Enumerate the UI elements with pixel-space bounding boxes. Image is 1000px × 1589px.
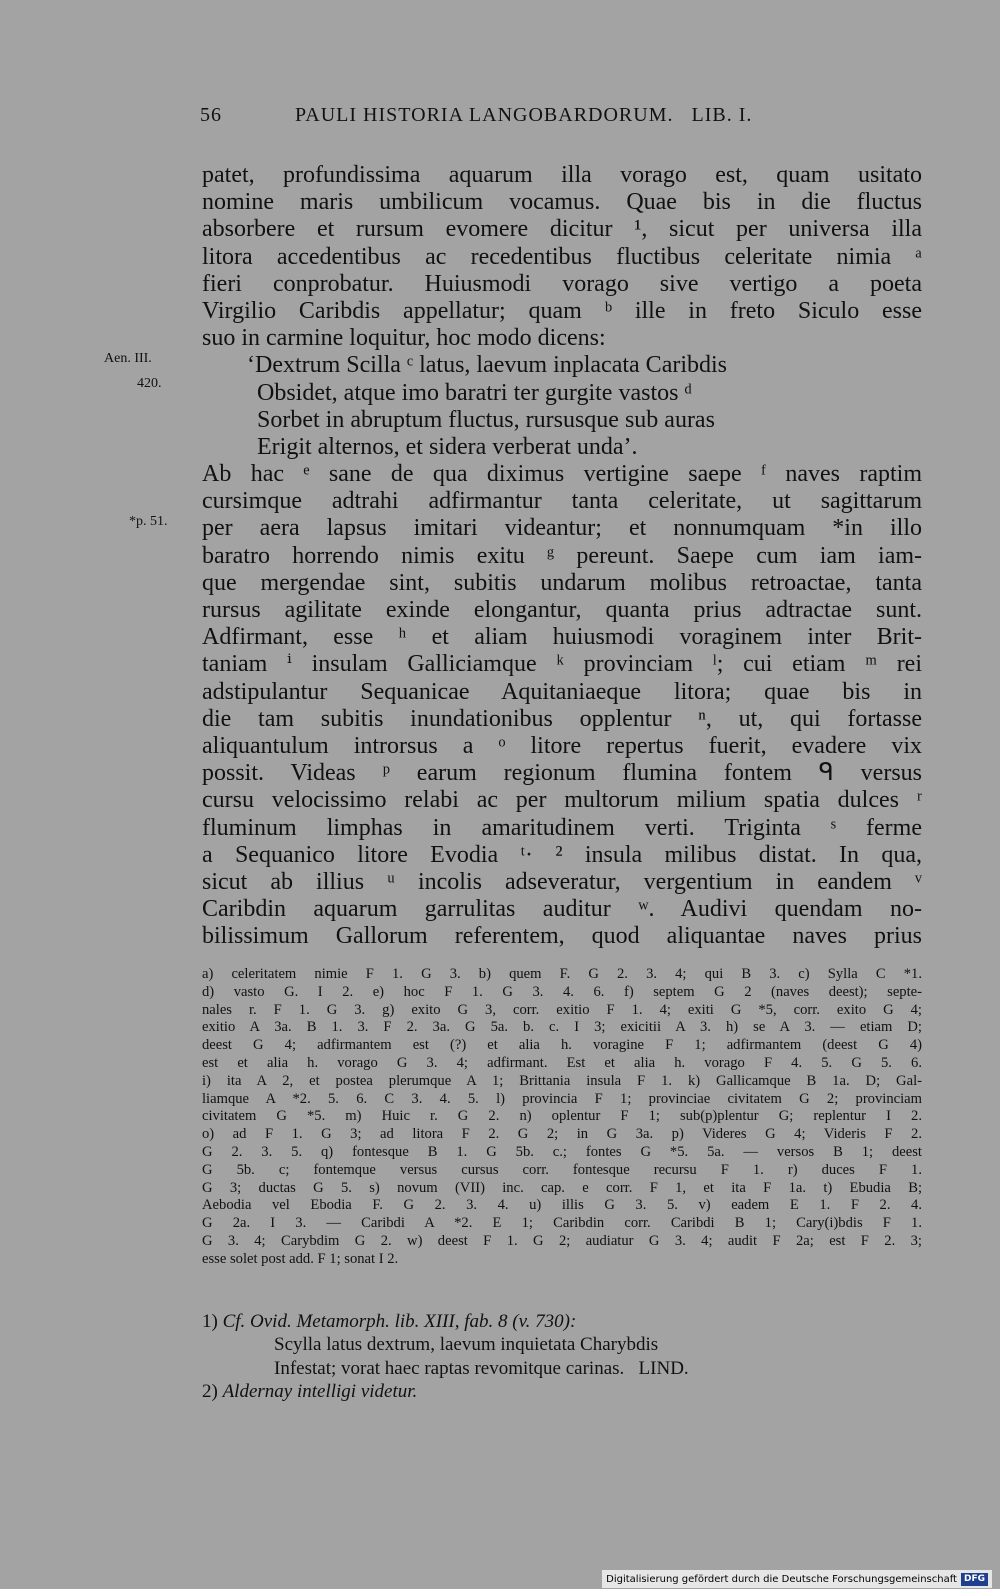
text-line: possit. Videas ᵖ earum regionum flumina fontem ᑫ versus — [202, 760, 922, 787]
text-line: Virgilio Caribdis appellatur; quam ᵇ ille in freto Siculo esse — [202, 297, 922, 324]
footnote-number: 1) — [202, 1311, 218, 1332]
text-line: cursu velocissimo relabi ac per multorum milium spatia dulces ʳ — [202, 787, 922, 814]
apparatus-line: i) ita A 2, et postea plerumque A 1; Brittania insula F 1. k) Gallicamque B 1a. D; Gal- — [202, 1072, 922, 1089]
text-line: Caribdin aquarum garrulitas auditur ʷ. Audivi quendam no- — [202, 896, 922, 923]
apparatus-line: a) celeritatem nimie F 1. G 3. b) quem F. G 2. 3. 4; qui B 3. c) Sylla C *1. — [202, 966, 922, 982]
apparatus-line: esse solet post add. F 1; sonat I 2. — [202, 1250, 399, 1267]
apparatus-line: exitio A 3a. B 1. 3. F 2. 3a. G 5a. b. c. I 3; exicitii A 3. h) se A 3. — etiam D; — [202, 1019, 922, 1036]
verse-line: Obsidet, atque imo baratri ter gurgite vastos ᵈ — [257, 379, 692, 406]
footnote-verse: Infestat; vorat haec raptas revomitque carinas. LIND. — [274, 1357, 689, 1379]
footnote-text: Aldernay intelligi videtur. — [222, 1381, 418, 1403]
text-line: per aera lapsus imitari videantur; et nonnumquam *in illo — [202, 515, 922, 542]
text-line: Ab hac ᵉ sane de qua diximus vertigine saepe ᶠ naves raptim — [202, 461, 922, 488]
text-line: litora accedentibus ac recedentibus fluctibus celeritate nimia ᵃ — [202, 243, 922, 270]
verse-line: Erigit alternos, et sidera verberat unda’. — [257, 433, 638, 460]
text-line: Adfirmant, esse ʰ et aliam huiusmodi voraginem inter Brit- — [202, 624, 922, 651]
apparatus-line: G 2a. I 3. — Caribdi A *2. E 1; Caribdin corr. Caribdi B 1; Cary(i)bdis F 1. — [202, 1215, 922, 1232]
text-line: baratro horrendo nimis exitu ᵍ pereunt. Saepe cum iam iam- — [202, 542, 922, 569]
text-line: aliquantulum introrsus a ᵒ litore repertus fuerit, evadere vix — [202, 732, 922, 759]
text-line: fieri conprobatur. Huiusmodi vorago sive vertigo a poeta — [202, 270, 922, 297]
footnote-number: 2) — [202, 1381, 218, 1403]
footnote-reference: Cf. Ovid. Metamorph. lib. XIII, fab. 8 (v. 730): — [222, 1311, 577, 1332]
footnote-1 — [202, 1310, 922, 1333]
apparatus-line: d) vasto G. I 2. e) hoc F 1. G 3. 4. 6. f) septem G 2 (naves deest); septe- — [202, 983, 922, 1000]
margin-page-reference: *p. 51. — [129, 514, 168, 529]
footnotes — [202, 1310, 922, 1404]
margin-aen-reference: Aen. III. — [104, 351, 152, 366]
apparatus-line: Aebodia vel Ebodia F. G 2. 3. 4. u) illis G 3. 5. v) eadem E 1. F 2. 4. — [202, 1197, 922, 1214]
apparatus-line: est et alia h. vorago G 3. 4; adfirmant. Est et alia h. vorago F 4. 5. G 5. 6. — [202, 1054, 922, 1071]
footnote-2 — [202, 1380, 922, 1403]
apparatus-line: G 2. 3. 5. q) fontesque B 1. G 5b. c.; fontes G *5. 5a. — versos B 1; deest — [202, 1143, 922, 1160]
funding-credit: Digitalisierung gefördert durch die Deutsche Forschungsgemeinschaft — [606, 1573, 957, 1585]
text-line: sicut ab illius ᵘ incolis adseveratur, vergentium in eandem ᵛ — [202, 868, 922, 895]
text-line: nomine maris umbilicum vocamus. Quae bis in die fluctus — [202, 189, 922, 216]
apparatus-line: o) ad F 1. G 3; ad litora F 2. G 2; in G 3a. p) Videres G 4; Videris F 2. — [202, 1126, 922, 1143]
apparatus-line: civitatem G *5. m) Huic r. G 2. n) oplentur F 1; sub(p)plentur G; replentur I 2. — [202, 1108, 922, 1125]
footnote-verse: Scylla latus dextrum, laevum inquietata Charybdis — [274, 1334, 659, 1356]
text-line: taniam ⁱ insulam Galliciamque ᵏ provinciam ˡ; cui etiam ᵐ rei — [202, 651, 922, 678]
text-line: absorbere et rursum evomere dicitur ¹, sicut per universa illa — [202, 216, 922, 243]
apparatus-line: liamque A *2. 5. 6. C 3. 4. 5. l) provincia F 1; provinciae civitatem G 2; provinciam — [202, 1090, 922, 1107]
text-line: rursus agilitate exinde elongantur, quanta prius adtractae sunt. — [202, 597, 922, 623]
apparatus-line: G 3; ductas G 5. s) novum (VII) inc. cap. e corr. F 1, et ita F 1a. t) Ebudia B; — [202, 1179, 922, 1196]
verse-line: ‘Dextrum Scilla ᶜ latus, laevum inplacata Caribdis — [247, 352, 728, 379]
apparatus-line: deest G 4; adfirmantem est (?) et alia h. voragine F 1; adfirmantem (deest G 4) — [202, 1037, 922, 1054]
funding-footer — [602, 1570, 992, 1588]
text-line: adstipulantur Sequanicae Aquitaniaeque litora; quae bis in — [202, 678, 922, 705]
text-line: suo in carmine loquitur, hoc modo dicens: — [202, 325, 606, 352]
page-number: 56 — [200, 104, 222, 126]
text-line: bilissimum Gallorum referentem, quod aliquantae naves prius — [202, 923, 922, 950]
text-line: que mergendae sint, subitis undarum molibus retroactae, tanta — [202, 569, 922, 596]
main-text — [202, 162, 922, 950]
text-line: die tam subitis inundationibus opplentur ⁿ, ut, qui fortasse — [202, 705, 922, 732]
text-line: fluminum limphas in amaritudinem verti. Triginta ˢ ferme — [202, 814, 922, 841]
critical-apparatus — [202, 966, 922, 1269]
apparatus-line: nales r. F 1. G 3. g) exito G 3, corr. exitio F 1. 4; exiti G *5, corr. exito G 4; — [202, 1001, 922, 1018]
verse-line: Sorbet in abruptum fluctus, rursusque sub auras — [257, 406, 715, 433]
text-line: patet, profundissima aquarum illa vorago est, quam usitato — [202, 162, 922, 188]
apparatus-line: G 3. 4; Carybdim G 2. w) deest F 1. G 2; audiatur G 3. 4; audit F 2a; est F 2. 3; — [202, 1232, 922, 1249]
text-line: a Sequanico litore Evodia ᵗ· ² insula milibus distat. In qua, — [202, 841, 922, 868]
text-line: cursimque adtrahi adfirmantur tanta celeritate, ut sagittarum — [202, 488, 922, 515]
running-title: PAULI HISTORIA LANGOBARDORUM. LIB. I. — [295, 104, 753, 126]
apparatus-line: G 5b. c; fontemque versus cursus corr. fontesque recursu F 1. r) duces F 1. — [202, 1161, 922, 1178]
dfg-logo: DFG — [961, 1573, 988, 1586]
margin-aen-line: 420. — [137, 376, 162, 391]
